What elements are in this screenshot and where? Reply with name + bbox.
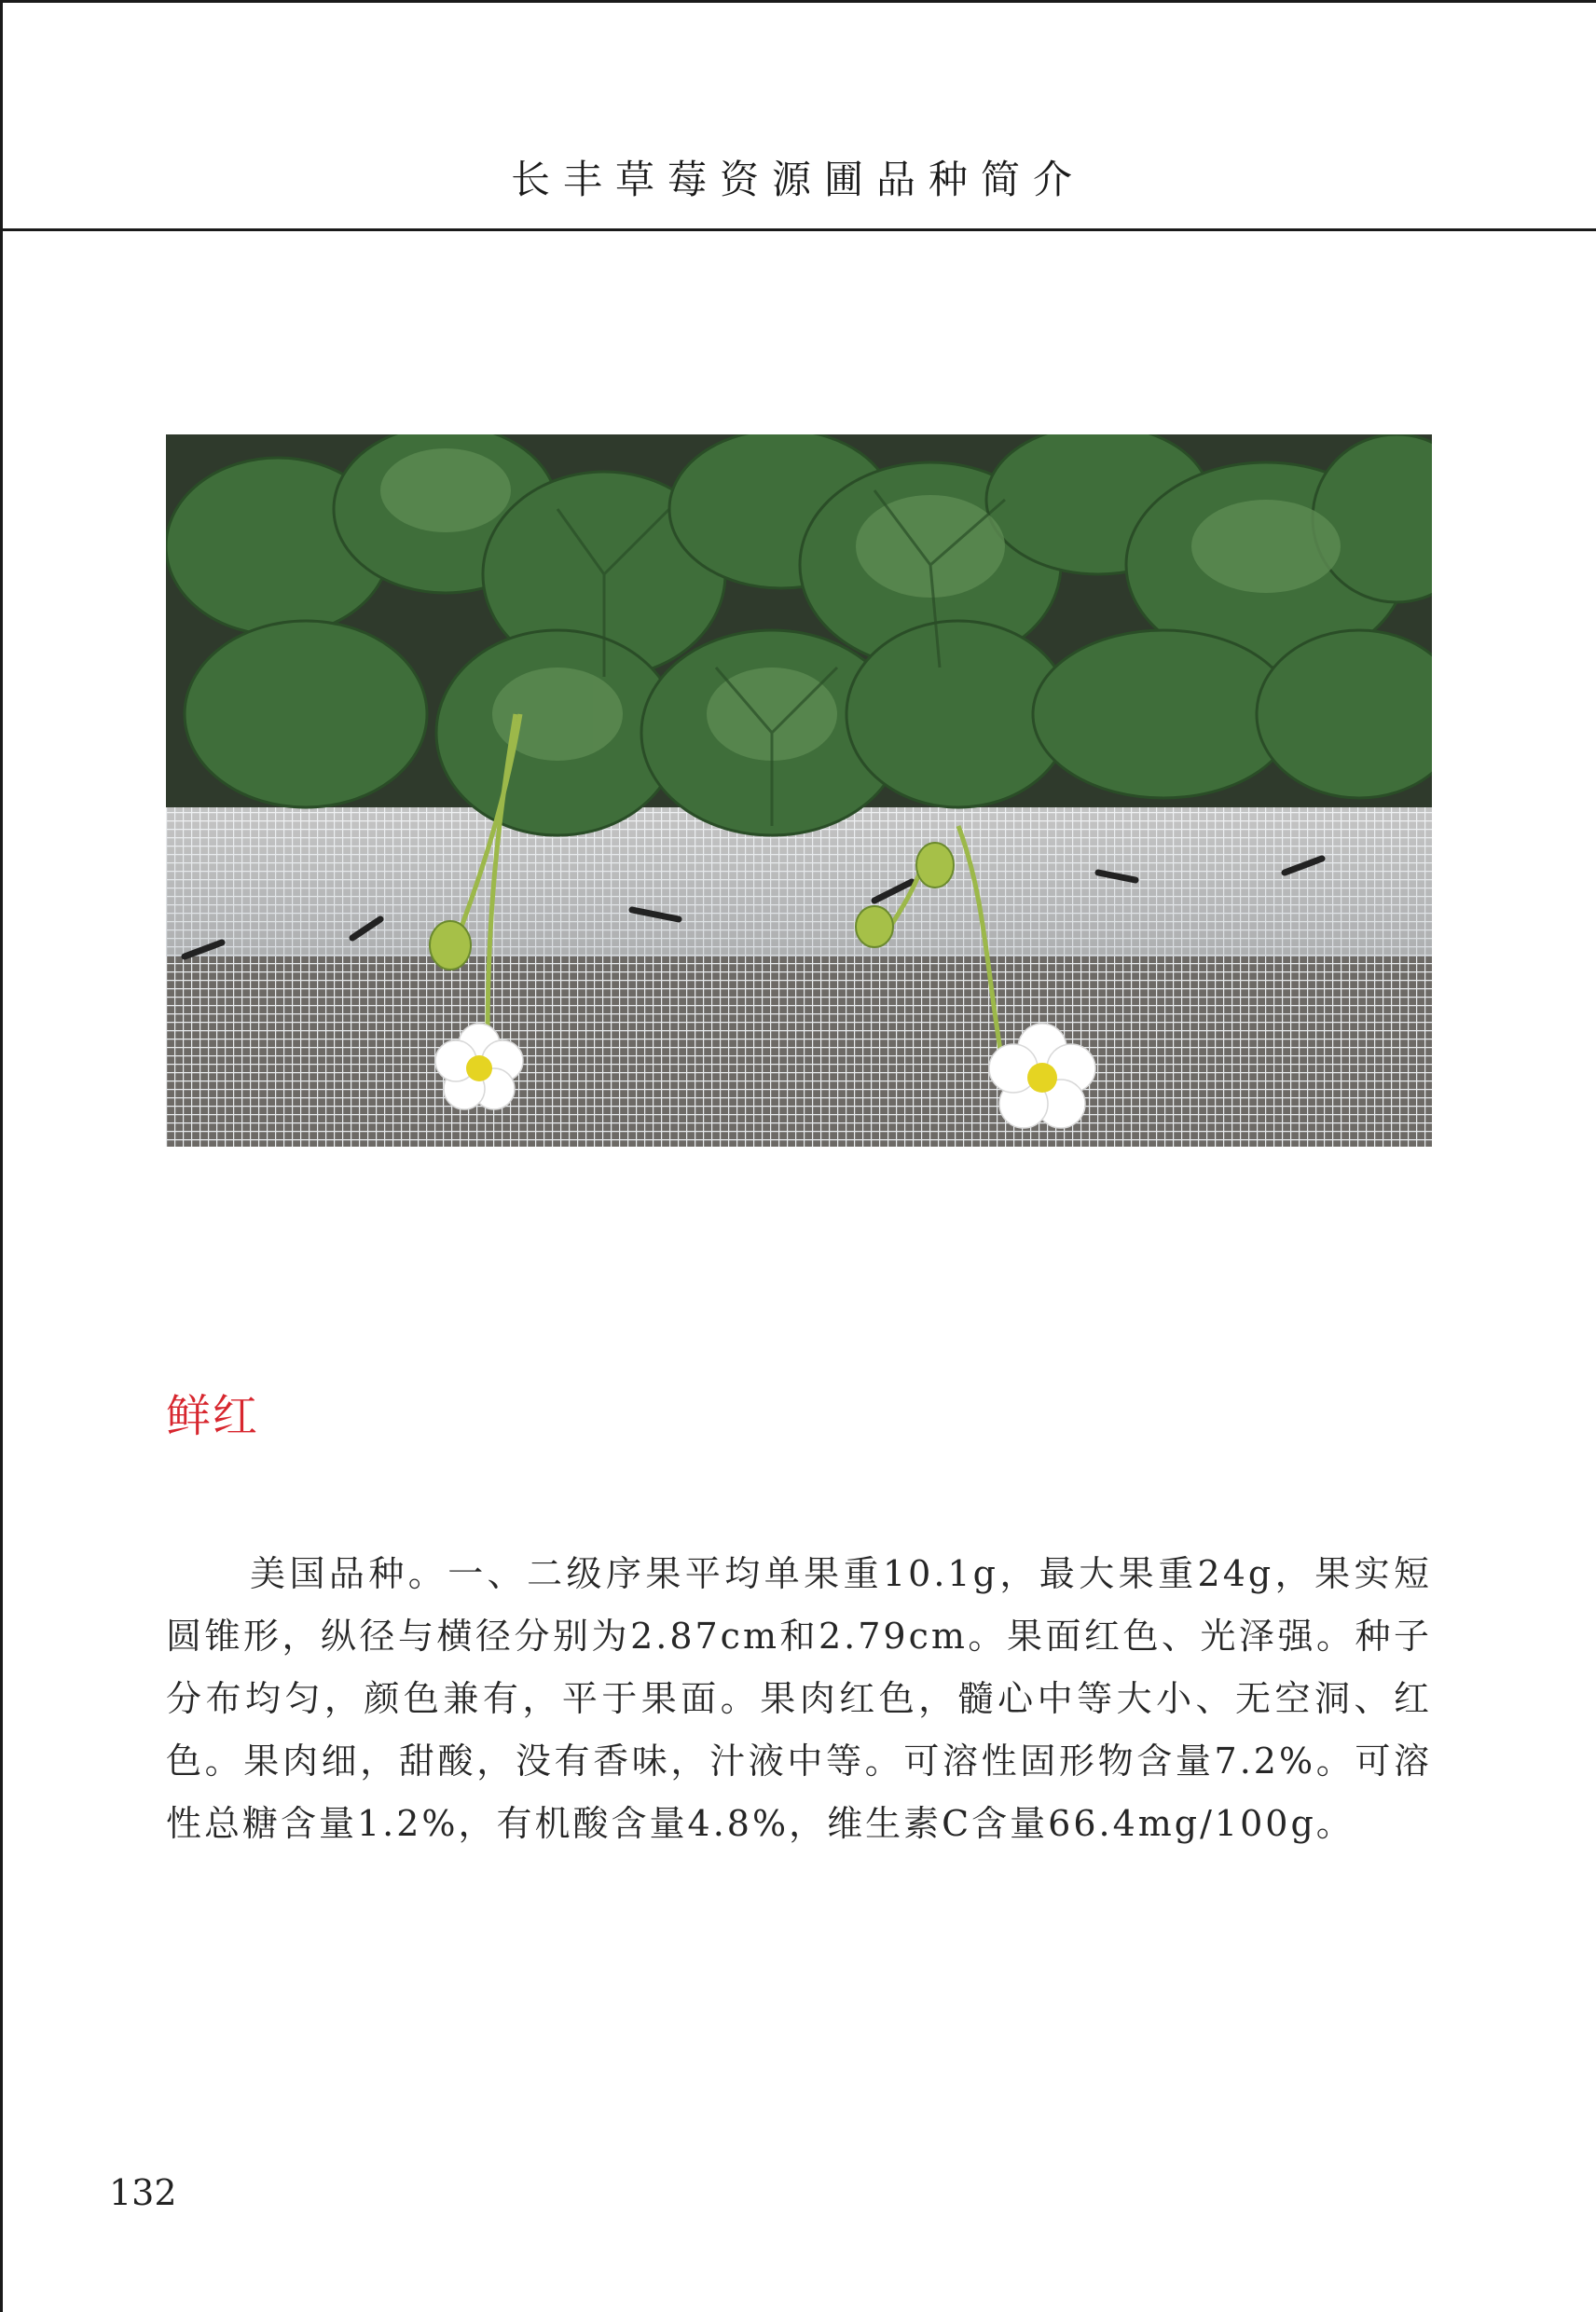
page-number: 132 (109, 2172, 177, 2213)
variety-title: 鲜红 (166, 1390, 260, 1442)
strawberry-plants-photo (166, 434, 1432, 1147)
header-divider (0, 228, 1596, 231)
page-header (0, 0, 1596, 231)
header-title: 长丰草莓资源圃品种简介 (510, 157, 1085, 202)
variety-description: 美国品种。一、二级序果平均单果重10.1g，最大果重24g，果实短圆锥形，纵径与横径分别为2.87cm和2.79cm。果面红色、光泽强。种子分布均匀，颜色兼有，平于果面。果肉红色，髓心中等大小、无空洞、红色。果肉细，甜酸，没有香味，汁液中等。可溶性固形物含量7.2%。可溶性总糖含量1.2%，有机酸含量4.8%，维生素C含量66.4mg/100g。 (166, 1553, 1432, 1844)
page-frame-left (0, 0, 3, 2312)
